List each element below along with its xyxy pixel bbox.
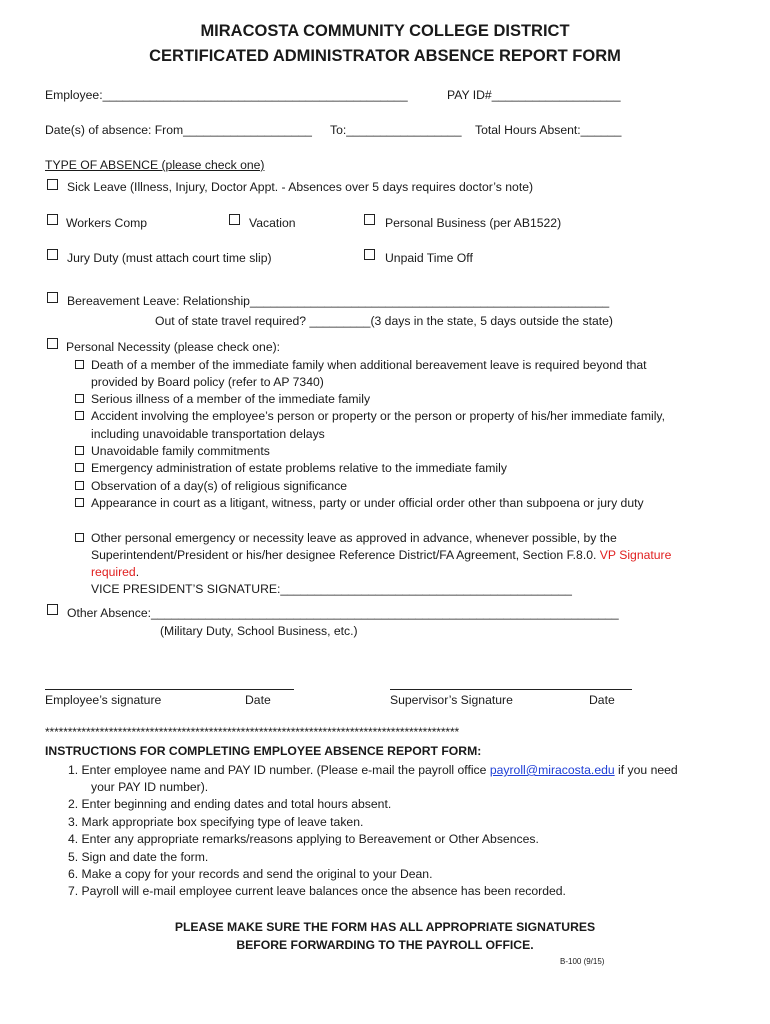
instruction-1-text-end: if you need [618,763,678,777]
instruction-2: 2. Enter beginning and ending dates and total hours absent. [68,797,392,811]
necessity-unavoidable-checkbox[interactable] [75,446,84,455]
payroll-email-link[interactable]: payroll@miracosta.edu [489,763,615,777]
jury-duty-checkbox[interactable] [47,249,58,260]
instruction-1 [68,763,678,778]
personal-necessity-label: Personal Necessity (please check one): [66,340,281,354]
supervisor-signature-label: Supervisor’s Signature [390,693,513,707]
instruction-4: 4. Enter any appropriate remarks/reasons applying to Bereavement or Other Absences. [68,832,539,846]
bereavement-relationship-field[interactable]: Bereavement Leave: Relationship_____________________________________________________ [67,294,610,308]
unpaid-time-off-checkbox[interactable] [364,249,375,260]
instruction-1-cont: your PAY ID number). [91,780,209,794]
necessity-estate-checkbox[interactable] [75,463,84,472]
other-absence-hint: (Military Duty, School Business, etc.) [160,624,358,638]
required-note: required [91,565,136,579]
necessity-estate-label: Emergency administration of estate problems relative to the immediate family [91,461,507,475]
personal-necessity-checkbox[interactable] [47,338,58,349]
workers-comp-label: Workers Comp [66,216,148,230]
necessity-religious-checkbox[interactable] [75,481,84,490]
sick-leave-label: Sick Leave (Illness, Injury, Doctor Appt. - Absences over 5 days requires doctor’s note) [67,180,534,194]
vp-signature-required-note: VP Signature [599,548,672,562]
form-title-district: MIRACOSTA COMMUNITY COLLEGE DISTRICT [200,22,570,40]
separator-asterisks: ******************************************************************************************* [45,725,460,739]
necessity-accident-label-cont: including unavoidable transportation delays [91,427,325,441]
instruction-7: 7. Payroll will e-mail employee current leave balances once the absence has been recorded. [68,884,566,898]
necessity-unavoidable-label: Unavoidable family commitments [91,444,270,458]
necessity-other-reference: Superintendent/President or his/her designee Reference District/FA Agreement, Section F.8.0. [91,548,597,562]
necessity-death-label: Death of a member of the immediate family when additional bereavement leave is required beyond that [91,358,647,372]
necessity-death-checkbox[interactable] [75,360,84,369]
instruction-3: 3. Mark appropriate box specifying type of leave taken. [68,815,364,829]
footer-warning-line1: PLEASE MAKE SURE THE FORM HAS ALL APPROPRIATE SIGNATURES [174,920,596,934]
employee-date-label: Date [245,693,271,707]
necessity-accident-label: Accident involving the employee’s person or property or the person or property of his/her immediate family, [91,409,665,423]
vacation-label: Vacation [249,216,296,230]
instruction-5: 5. Sign and date the form. [68,850,209,864]
necessity-court-label: Appearance in court as a litigant, witness, party or under official order other than subpoena or jury duty [91,496,644,510]
personal-business-checkbox[interactable] [364,214,375,225]
necessity-accident-checkbox[interactable] [75,411,84,420]
instruction-6: 6. Make a copy for your records and send the original to your Dean. [68,867,433,881]
vacation-checkbox[interactable] [229,214,240,225]
necessity-religious-label: Observation of a day(s) of religious significance [91,479,348,493]
personal-business-label: Personal Business (per AB1522) [385,216,562,230]
form-title-report: CERTIFICATED ADMINISTRATOR ABSENCE REPORT FORM [149,47,621,65]
workers-comp-checkbox[interactable] [47,214,58,225]
employee-signature-label: Employee’s signature [45,693,162,707]
dates-to-field[interactable]: To:_________________ [330,123,462,137]
employee-field[interactable]: Employee:_____________________________________________ [45,88,408,102]
necessity-death-label-cont: provided by Board policy (refer to AP 7340) [91,375,324,389]
out-of-state-travel-field[interactable]: Out of state travel required? _________(3 days in the state, 5 days outside the state) [155,314,613,328]
employee-signature-line[interactable] [45,689,294,690]
total-hours-field[interactable]: Total Hours Absent:______ [475,123,622,137]
necessity-other-label-cont2 [91,565,139,580]
instruction-1-text: 1. Enter employee name and PAY ID number. (Please e-mail the payroll office [68,763,487,777]
dates-from-field[interactable]: Date(s) of absence: From___________________ [45,123,312,137]
necessity-other-label-cont [91,548,671,563]
bereavement-checkbox[interactable] [47,292,58,303]
pay-id-field[interactable]: PAY ID#___________________ [447,88,621,102]
necessity-court-checkbox[interactable] [75,498,84,507]
supervisor-date-label: Date [589,693,615,707]
necessity-illness-label: Serious illness of a member of the immediate family [91,392,371,406]
type-of-absence-heading: TYPE OF ABSENCE (please check one) [45,158,265,172]
vp-signature-field[interactable]: VICE PRESIDENT’S SIGNATURE:___________________________________________ [91,582,572,596]
jury-duty-label: Jury Duty (must attach court time slip) [67,251,272,265]
necessity-other-label: Other personal emergency or necessity leave as approved in advance, whenever possible, by the [91,531,617,545]
unpaid-time-off-label: Unpaid Time Off [385,251,473,265]
period: . [135,565,140,579]
supervisor-signature-line[interactable] [390,689,632,690]
form-code: B-100 (9/15) [560,957,605,966]
necessity-illness-checkbox[interactable] [75,394,84,403]
footer-warning-line2: BEFORE FORWARDING TO THE PAYROLL OFFICE. [236,938,534,952]
necessity-other-checkbox[interactable] [75,533,84,542]
other-absence-field[interactable]: Other Absence:_____________________________________________________________________ [67,606,619,620]
instructions-heading: INSTRUCTIONS FOR COMPLETING EMPLOYEE ABSENCE REPORT FORM: [45,744,482,758]
other-absence-checkbox[interactable] [47,604,58,615]
sick-leave-checkbox[interactable] [47,179,58,190]
